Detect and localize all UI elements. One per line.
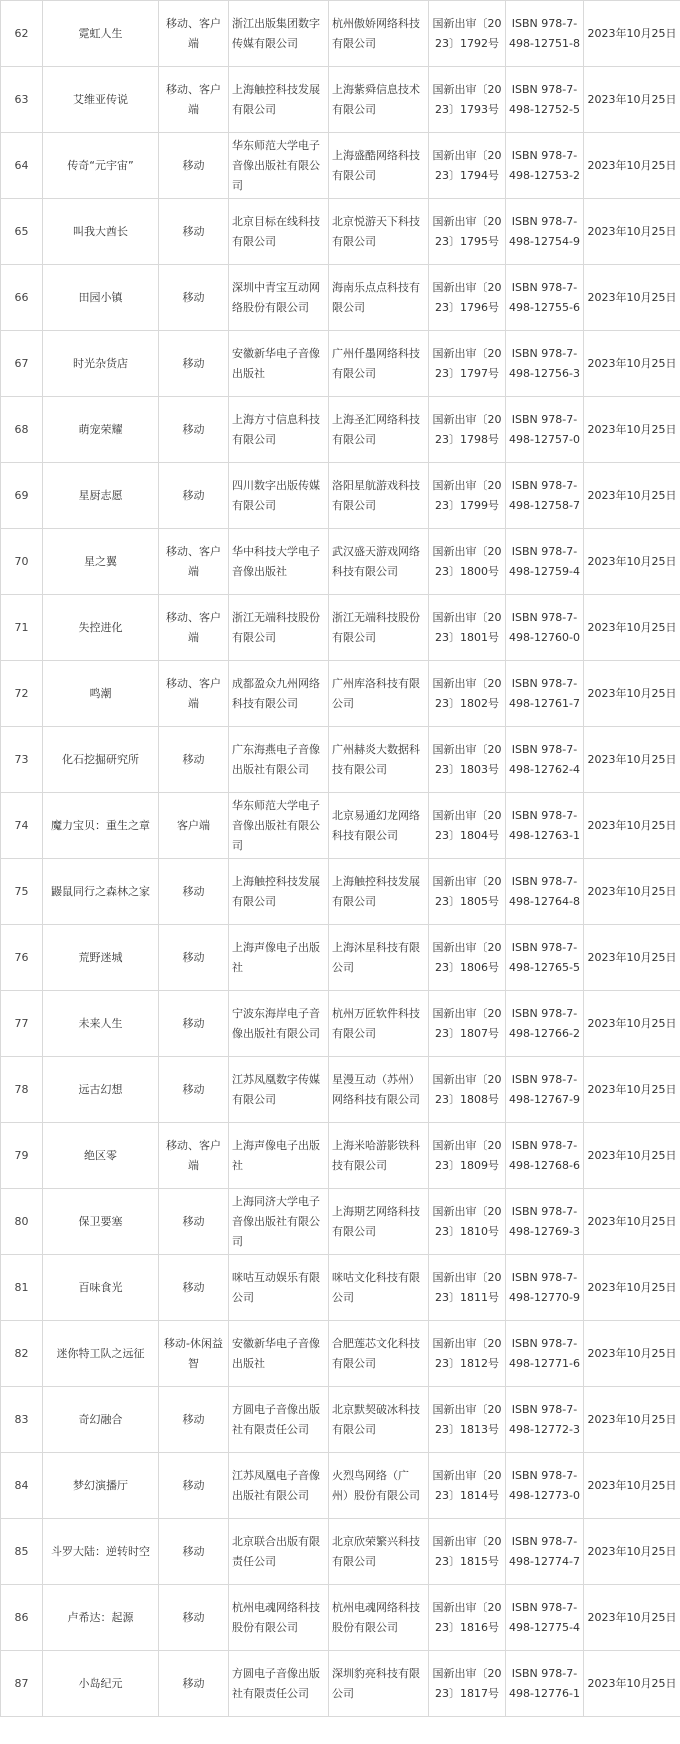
cell-game-name: 田园小镇 bbox=[43, 265, 159, 331]
cell-isbn: ISBN 978-7-498-12751-8 bbox=[506, 1, 584, 67]
cell-approval-number: 国新出审〔2023〕1801号 bbox=[429, 595, 506, 661]
cell-publisher: 方圆电子音像出版社有限责任公司 bbox=[229, 1651, 329, 1717]
cell-game-name: 叫我大酋长 bbox=[43, 199, 159, 265]
table-row bbox=[1, 793, 680, 859]
table-row bbox=[1, 199, 680, 265]
cell-isbn: ISBN 978-7-498-12763-1 bbox=[506, 793, 584, 859]
cell-game-name: 奇幻融合 bbox=[43, 1387, 159, 1453]
cell-number: 79 bbox=[1, 1123, 43, 1189]
cell-isbn: ISBN 978-7-498-12754-9 bbox=[506, 199, 584, 265]
cell-publisher: 华中科技大学电子音像出版社 bbox=[229, 529, 329, 595]
cell-date: 2023年10月25日 bbox=[584, 859, 680, 925]
cell-approval-number: 国新出审〔2023〕1803号 bbox=[429, 727, 506, 793]
cell-isbn: ISBN 978-7-498-12757-0 bbox=[506, 397, 584, 463]
cell-publisher: 上海同济大学电子音像出版社有限公司 bbox=[229, 1189, 329, 1255]
table-row bbox=[1, 1057, 680, 1123]
cell-approval-number: 国新出审〔2023〕1809号 bbox=[429, 1123, 506, 1189]
table-row bbox=[1, 661, 680, 727]
cell-platform: 移动 bbox=[159, 991, 229, 1057]
cell-operator: 杭州万匠软件科技有限公司 bbox=[329, 991, 429, 1057]
cell-date: 2023年10月25日 bbox=[584, 463, 680, 529]
cell-operator: 上海沐星科技有限公司 bbox=[329, 925, 429, 991]
cell-platform: 移动-休闲益智 bbox=[159, 1321, 229, 1387]
table-row bbox=[1, 1651, 680, 1717]
cell-approval-number: 国新出审〔2023〕1817号 bbox=[429, 1651, 506, 1717]
cell-isbn: ISBN 978-7-498-12776-1 bbox=[506, 1651, 584, 1717]
cell-publisher: 宁波东海岸电子音像出版社有限公司 bbox=[229, 991, 329, 1057]
cell-publisher: 方圆电子音像出版社有限责任公司 bbox=[229, 1387, 329, 1453]
cell-isbn: ISBN 978-7-498-12762-4 bbox=[506, 727, 584, 793]
cell-publisher: 安徽新华电子音像出版社 bbox=[229, 1321, 329, 1387]
cell-platform: 移动、客户端 bbox=[159, 595, 229, 661]
cell-number: 83 bbox=[1, 1387, 43, 1453]
cell-isbn: ISBN 978-7-498-12765-5 bbox=[506, 925, 584, 991]
cell-approval-number: 国新出审〔2023〕1813号 bbox=[429, 1387, 506, 1453]
cell-operator: 北京欣荣繁兴科技有限公司 bbox=[329, 1519, 429, 1585]
cell-operator: 武汉盛天游戏网络科技有限公司 bbox=[329, 529, 429, 595]
cell-platform: 移动、客户端 bbox=[159, 1, 229, 67]
cell-date: 2023年10月25日 bbox=[584, 1387, 680, 1453]
cell-date: 2023年10月25日 bbox=[584, 1453, 680, 1519]
cell-isbn: ISBN 978-7-498-12761-7 bbox=[506, 661, 584, 727]
cell-game-name: 保卫要塞 bbox=[43, 1189, 159, 1255]
cell-approval-number: 国新出审〔2023〕1793号 bbox=[429, 67, 506, 133]
cell-publisher: 北京目标在线科技有限公司 bbox=[229, 199, 329, 265]
cell-platform: 移动 bbox=[159, 463, 229, 529]
cell-isbn: ISBN 978-7-498-12770-9 bbox=[506, 1255, 584, 1321]
cell-number: 74 bbox=[1, 793, 43, 859]
cell-approval-number: 国新出审〔2023〕1798号 bbox=[429, 397, 506, 463]
cell-game-name: 梦幻演播厅 bbox=[43, 1453, 159, 1519]
cell-platform: 移动、客户端 bbox=[159, 67, 229, 133]
table-row bbox=[1, 397, 680, 463]
cell-approval-number: 国新出审〔2023〕1810号 bbox=[429, 1189, 506, 1255]
cell-approval-number: 国新出审〔2023〕1805号 bbox=[429, 859, 506, 925]
cell-isbn: ISBN 978-7-498-12759-4 bbox=[506, 529, 584, 595]
cell-platform: 移动 bbox=[159, 397, 229, 463]
cell-publisher: 成都盈众九州网络科技有限公司 bbox=[229, 661, 329, 727]
cell-number: 80 bbox=[1, 1189, 43, 1255]
table-row bbox=[1, 859, 680, 925]
cell-publisher: 北京联合出版有限责任公司 bbox=[229, 1519, 329, 1585]
cell-publisher: 江苏凤凰电子音像出版社有限公司 bbox=[229, 1453, 329, 1519]
cell-operator: 上海紫舜信息技术有限公司 bbox=[329, 67, 429, 133]
table-row bbox=[1, 331, 680, 397]
cell-number: 64 bbox=[1, 133, 43, 199]
table-row bbox=[1, 133, 680, 199]
table-row bbox=[1, 463, 680, 529]
cell-publisher: 安徽新华电子音像出版社 bbox=[229, 331, 329, 397]
cell-number: 86 bbox=[1, 1585, 43, 1651]
cell-game-name: 绝区零 bbox=[43, 1123, 159, 1189]
cell-operator: 广州赫炎大数据科技有限公司 bbox=[329, 727, 429, 793]
cell-number: 84 bbox=[1, 1453, 43, 1519]
cell-isbn: ISBN 978-7-498-12773-0 bbox=[506, 1453, 584, 1519]
cell-number: 62 bbox=[1, 1, 43, 67]
cell-approval-number: 国新出审〔2023〕1800号 bbox=[429, 529, 506, 595]
cell-date: 2023年10月25日 bbox=[584, 1, 680, 67]
cell-approval-number: 国新出审〔2023〕1797号 bbox=[429, 331, 506, 397]
cell-game-name: 迷你特工队之远征 bbox=[43, 1321, 159, 1387]
cell-operator: 北京易通幻龙网络科技有限公司 bbox=[329, 793, 429, 859]
cell-operator: 上海圣汇网络科技有限公司 bbox=[329, 397, 429, 463]
cell-number: 75 bbox=[1, 859, 43, 925]
cell-publisher: 浙江出版集团数字传媒有限公司 bbox=[229, 1, 329, 67]
cell-approval-number: 国新出审〔2023〕1808号 bbox=[429, 1057, 506, 1123]
cell-number: 82 bbox=[1, 1321, 43, 1387]
cell-game-name: 小岛纪元 bbox=[43, 1651, 159, 1717]
cell-platform: 移动 bbox=[159, 1189, 229, 1255]
table-body bbox=[1, 1, 680, 1717]
cell-date: 2023年10月25日 bbox=[584, 1123, 680, 1189]
cell-isbn: ISBN 978-7-498-12755-6 bbox=[506, 265, 584, 331]
cell-publisher: 上海触控科技发展有限公司 bbox=[229, 859, 329, 925]
table-row bbox=[1, 67, 680, 133]
table-row bbox=[1, 991, 680, 1057]
cell-approval-number: 国新出审〔2023〕1815号 bbox=[429, 1519, 506, 1585]
cell-operator: 海南乐点点科技有限公司 bbox=[329, 265, 429, 331]
cell-platform: 移动 bbox=[159, 1057, 229, 1123]
cell-operator: 火烈鸟网络（广州）股份有限公司 bbox=[329, 1453, 429, 1519]
cell-date: 2023年10月25日 bbox=[584, 595, 680, 661]
cell-operator: 北京悦游天下科技有限公司 bbox=[329, 199, 429, 265]
cell-date: 2023年10月25日 bbox=[584, 529, 680, 595]
cell-approval-number: 国新出审〔2023〕1814号 bbox=[429, 1453, 506, 1519]
cell-game-name: 魔力宝贝：重生之章 bbox=[43, 793, 159, 859]
cell-operator: 杭州电魂网络科技股份有限公司 bbox=[329, 1585, 429, 1651]
cell-publisher: 广东海燕电子音像出版社有限公司 bbox=[229, 727, 329, 793]
cell-operator: 上海盛酷网络科技有限公司 bbox=[329, 133, 429, 199]
cell-game-name: 艾维亚传说 bbox=[43, 67, 159, 133]
table-row bbox=[1, 1519, 680, 1585]
table-row bbox=[1, 1255, 680, 1321]
cell-isbn: ISBN 978-7-498-12756-3 bbox=[506, 331, 584, 397]
cell-platform: 移动、客户端 bbox=[159, 661, 229, 727]
cell-platform: 客户端 bbox=[159, 793, 229, 859]
cell-approval-number: 国新出审〔2023〕1811号 bbox=[429, 1255, 506, 1321]
cell-approval-number: 国新出审〔2023〕1804号 bbox=[429, 793, 506, 859]
cell-approval-number: 国新出审〔2023〕1806号 bbox=[429, 925, 506, 991]
cell-date: 2023年10月25日 bbox=[584, 793, 680, 859]
cell-platform: 移动 bbox=[159, 1651, 229, 1717]
cell-game-name: 鼹鼠同行之森林之家 bbox=[43, 859, 159, 925]
cell-game-name: 传奇“元宇宙” bbox=[43, 133, 159, 199]
cell-platform: 移动、客户端 bbox=[159, 529, 229, 595]
cell-number: 68 bbox=[1, 397, 43, 463]
cell-publisher: 上海触控科技发展有限公司 bbox=[229, 67, 329, 133]
cell-approval-number: 国新出审〔2023〕1799号 bbox=[429, 463, 506, 529]
cell-game-name: 鸣潮 bbox=[43, 661, 159, 727]
table-row bbox=[1, 595, 680, 661]
cell-game-name: 失控进化 bbox=[43, 595, 159, 661]
cell-game-name: 霓虹人生 bbox=[43, 1, 159, 67]
table-row bbox=[1, 1453, 680, 1519]
cell-platform: 移动 bbox=[159, 727, 229, 793]
cell-isbn: ISBN 978-7-498-12772-3 bbox=[506, 1387, 584, 1453]
table-row bbox=[1, 1387, 680, 1453]
cell-isbn: ISBN 978-7-498-12758-7 bbox=[506, 463, 584, 529]
cell-operator: 星漫互动（苏州）网络科技有限公司 bbox=[329, 1057, 429, 1123]
cell-date: 2023年10月25日 bbox=[584, 727, 680, 793]
cell-platform: 移动 bbox=[159, 1255, 229, 1321]
cell-operator: 咪咕文化科技有限公司 bbox=[329, 1255, 429, 1321]
table-row bbox=[1, 1123, 680, 1189]
cell-date: 2023年10月25日 bbox=[584, 1651, 680, 1717]
cell-publisher: 浙江无端科技股份有限公司 bbox=[229, 595, 329, 661]
cell-number: 69 bbox=[1, 463, 43, 529]
cell-game-name: 星之翼 bbox=[43, 529, 159, 595]
cell-operator: 广州库洛科技有限公司 bbox=[329, 661, 429, 727]
cell-game-name: 卢希达：起源 bbox=[43, 1585, 159, 1651]
cell-number: 70 bbox=[1, 529, 43, 595]
cell-platform: 移动 bbox=[159, 199, 229, 265]
table-row bbox=[1, 1, 680, 67]
cell-game-name: 星厨志愿 bbox=[43, 463, 159, 529]
cell-date: 2023年10月25日 bbox=[584, 1057, 680, 1123]
cell-platform: 移动 bbox=[159, 1519, 229, 1585]
cell-isbn: ISBN 978-7-498-12767-9 bbox=[506, 1057, 584, 1123]
cell-approval-number: 国新出审〔2023〕1796号 bbox=[429, 265, 506, 331]
cell-isbn: ISBN 978-7-498-12760-0 bbox=[506, 595, 584, 661]
cell-game-name: 萌宠荣耀 bbox=[43, 397, 159, 463]
cell-number: 81 bbox=[1, 1255, 43, 1321]
table-row bbox=[1, 265, 680, 331]
cell-date: 2023年10月25日 bbox=[584, 1321, 680, 1387]
cell-approval-number: 国新出审〔2023〕1802号 bbox=[429, 661, 506, 727]
cell-isbn: ISBN 978-7-498-12769-3 bbox=[506, 1189, 584, 1255]
cell-number: 85 bbox=[1, 1519, 43, 1585]
cell-date: 2023年10月25日 bbox=[584, 265, 680, 331]
cell-publisher: 上海声像电子出版社 bbox=[229, 1123, 329, 1189]
cell-operator: 洛阳星航游戏科技有限公司 bbox=[329, 463, 429, 529]
cell-date: 2023年10月25日 bbox=[584, 331, 680, 397]
cell-isbn: ISBN 978-7-498-12774-7 bbox=[506, 1519, 584, 1585]
cell-isbn: ISBN 978-7-498-12768-6 bbox=[506, 1123, 584, 1189]
cell-date: 2023年10月25日 bbox=[584, 1189, 680, 1255]
cell-game-name: 荒野迷城 bbox=[43, 925, 159, 991]
cell-publisher: 上海方寸信息科技有限公司 bbox=[229, 397, 329, 463]
cell-publisher: 华东师范大学电子音像出版社有限公司 bbox=[229, 793, 329, 859]
cell-number: 67 bbox=[1, 331, 43, 397]
cell-game-name: 未来人生 bbox=[43, 991, 159, 1057]
table-row bbox=[1, 529, 680, 595]
cell-date: 2023年10月25日 bbox=[584, 1519, 680, 1585]
cell-operator: 广州仟墨网络科技有限公司 bbox=[329, 331, 429, 397]
cell-number: 87 bbox=[1, 1651, 43, 1717]
cell-platform: 移动 bbox=[159, 1453, 229, 1519]
cell-platform: 移动 bbox=[159, 1387, 229, 1453]
cell-date: 2023年10月25日 bbox=[584, 199, 680, 265]
cell-date: 2023年10月25日 bbox=[584, 661, 680, 727]
cell-platform: 移动 bbox=[159, 1585, 229, 1651]
table-row bbox=[1, 925, 680, 991]
cell-operator: 合肥莲芯文化科技有限公司 bbox=[329, 1321, 429, 1387]
cell-game-name: 斗罗大陆：逆转时空 bbox=[43, 1519, 159, 1585]
cell-isbn: ISBN 978-7-498-12764-8 bbox=[506, 859, 584, 925]
cell-platform: 移动、客户端 bbox=[159, 1123, 229, 1189]
cell-isbn: ISBN 978-7-498-12753-2 bbox=[506, 133, 584, 199]
table-row bbox=[1, 1585, 680, 1651]
cell-number: 71 bbox=[1, 595, 43, 661]
cell-isbn: ISBN 978-7-498-12771-6 bbox=[506, 1321, 584, 1387]
cell-isbn: ISBN 978-7-498-12752-5 bbox=[506, 67, 584, 133]
table-row bbox=[1, 1321, 680, 1387]
cell-publisher: 华东师范大学电子音像出版社有限公司 bbox=[229, 133, 329, 199]
cell-number: 66 bbox=[1, 265, 43, 331]
cell-operator: 深圳豹亮科技有限公司 bbox=[329, 1651, 429, 1717]
cell-platform: 移动 bbox=[159, 265, 229, 331]
cell-operator: 杭州傲娇网络科技有限公司 bbox=[329, 1, 429, 67]
cell-operator: 浙江无端科技股份有限公司 bbox=[329, 595, 429, 661]
cell-platform: 移动 bbox=[159, 925, 229, 991]
cell-date: 2023年10月25日 bbox=[584, 397, 680, 463]
cell-game-name: 百味食光 bbox=[43, 1255, 159, 1321]
cell-operator: 上海米哈游影铁科技有限公司 bbox=[329, 1123, 429, 1189]
cell-publisher: 咪咕互动娱乐有限公司 bbox=[229, 1255, 329, 1321]
cell-date: 2023年10月25日 bbox=[584, 67, 680, 133]
cell-approval-number: 国新出审〔2023〕1792号 bbox=[429, 1, 506, 67]
cell-date: 2023年10月25日 bbox=[584, 991, 680, 1057]
cell-operator: 北京默契破冰科技有限公司 bbox=[329, 1387, 429, 1453]
cell-number: 65 bbox=[1, 199, 43, 265]
cell-publisher: 江苏凤凰数字传媒有限公司 bbox=[229, 1057, 329, 1123]
cell-platform: 移动 bbox=[159, 859, 229, 925]
cell-number: 73 bbox=[1, 727, 43, 793]
cell-isbn: ISBN 978-7-498-12775-4 bbox=[506, 1585, 584, 1651]
cell-approval-number: 国新出审〔2023〕1816号 bbox=[429, 1585, 506, 1651]
cell-date: 2023年10月25日 bbox=[584, 1255, 680, 1321]
cell-publisher: 深圳中青宝互动网络股份有限公司 bbox=[229, 265, 329, 331]
cell-number: 63 bbox=[1, 67, 43, 133]
cell-game-name: 远古幻想 bbox=[43, 1057, 159, 1123]
cell-platform: 移动 bbox=[159, 133, 229, 199]
cell-date: 2023年10月25日 bbox=[584, 133, 680, 199]
cell-date: 2023年10月25日 bbox=[584, 925, 680, 991]
cell-number: 72 bbox=[1, 661, 43, 727]
cell-date: 2023年10月25日 bbox=[584, 1585, 680, 1651]
cell-approval-number: 国新出审〔2023〕1794号 bbox=[429, 133, 506, 199]
cell-publisher: 上海声像电子出版社 bbox=[229, 925, 329, 991]
cell-number: 77 bbox=[1, 991, 43, 1057]
cell-operator: 上海触控科技发展有限公司 bbox=[329, 859, 429, 925]
cell-number: 76 bbox=[1, 925, 43, 991]
cell-approval-number: 国新出审〔2023〕1807号 bbox=[429, 991, 506, 1057]
cell-game-name: 化石挖掘研究所 bbox=[43, 727, 159, 793]
cell-publisher: 杭州电魂网络科技股份有限公司 bbox=[229, 1585, 329, 1651]
cell-operator: 上海期艺网络科技有限公司 bbox=[329, 1189, 429, 1255]
cell-publisher: 四川数字出版传媒有限公司 bbox=[229, 463, 329, 529]
cell-platform: 移动 bbox=[159, 331, 229, 397]
cell-isbn: ISBN 978-7-498-12766-2 bbox=[506, 991, 584, 1057]
table-row bbox=[1, 1189, 680, 1255]
cell-approval-number: 国新出审〔2023〕1812号 bbox=[429, 1321, 506, 1387]
table-row bbox=[1, 727, 680, 793]
cell-number: 78 bbox=[1, 1057, 43, 1123]
cell-game-name: 时光杂货店 bbox=[43, 331, 159, 397]
cell-approval-number: 国新出审〔2023〕1795号 bbox=[429, 199, 506, 265]
